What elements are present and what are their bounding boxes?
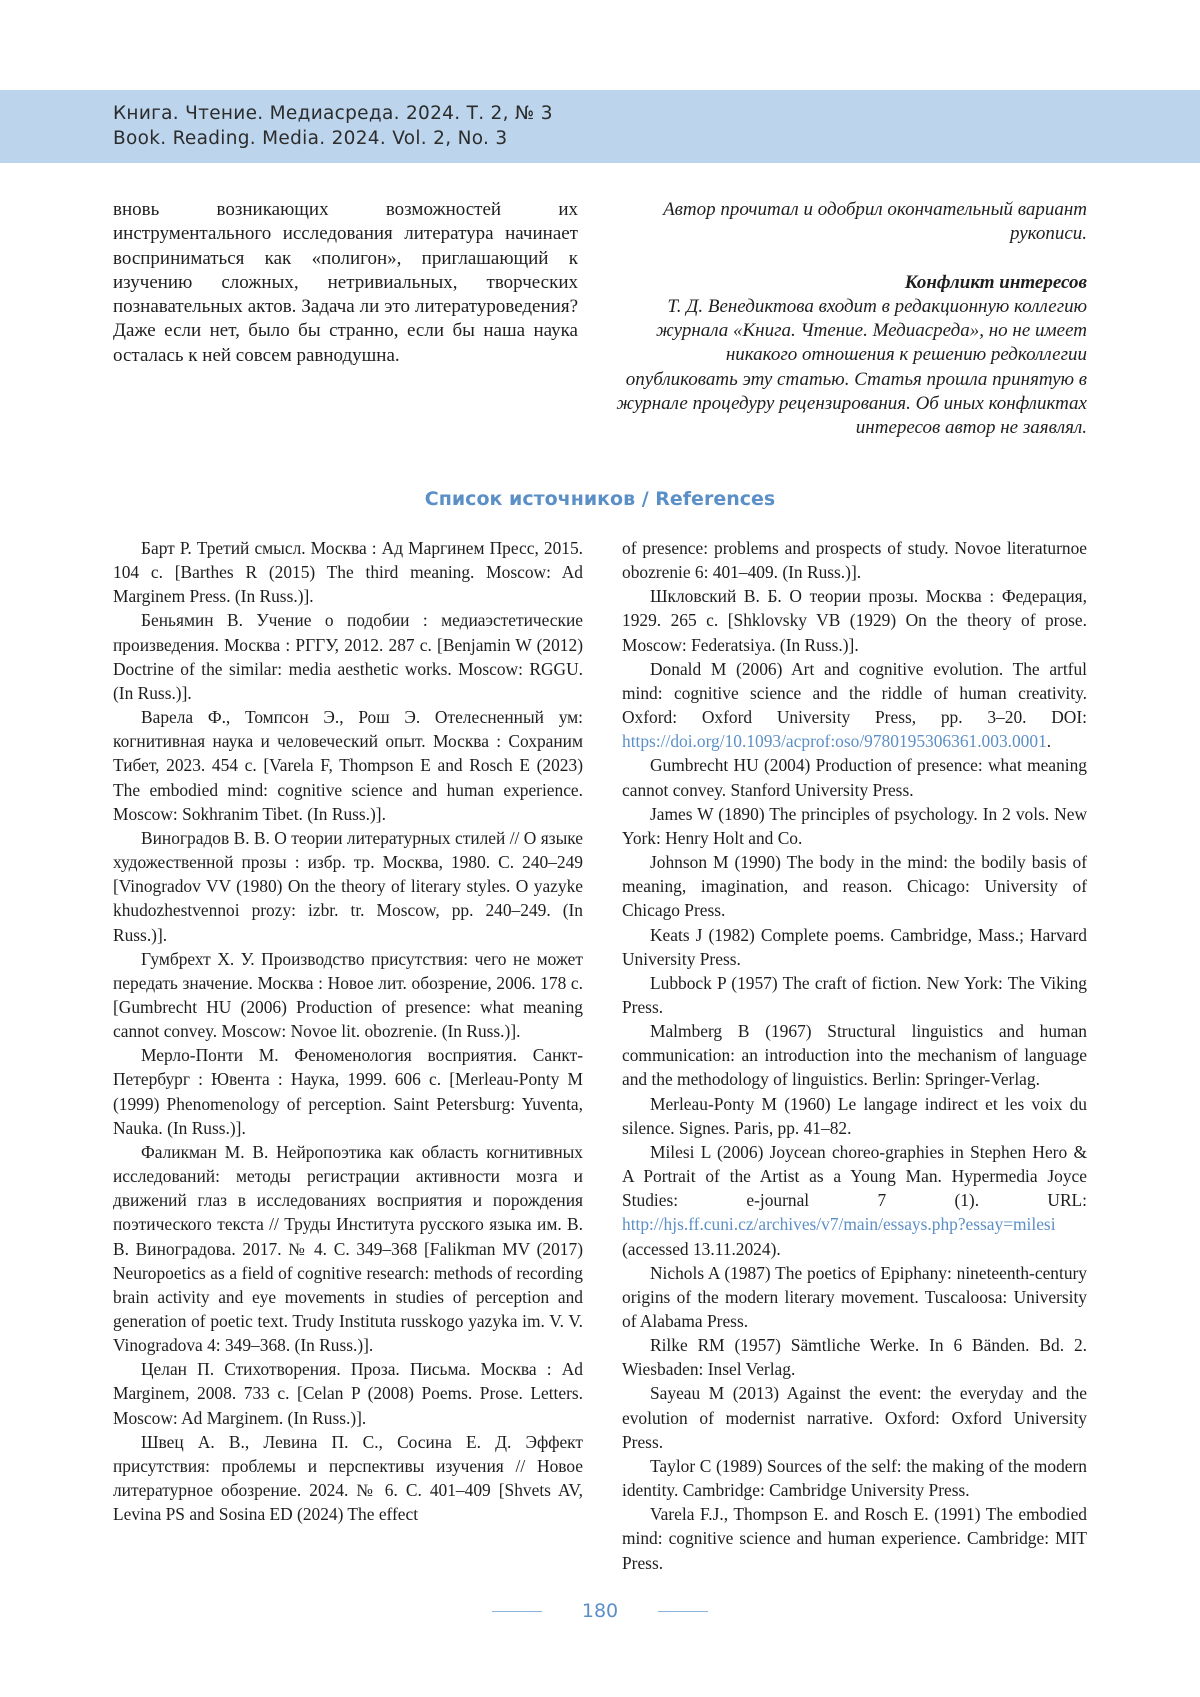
url-link[interactable]: http://hjs.ff.cuni.cz/archives/v7/main/essays.php?essay=milesi [622,1214,1056,1235]
reference-item: Nichols A (1987) The poetics of Epiphany: nineteenth-century origins of the modern literary movement. Tuscaloosa: University of Alabama Press. [622,1262,1087,1331]
page-number: 180 [581,1600,619,1622]
reference-item: Барт Р. Третий смысл. Москва : Ад Маргинем Пресс, 2015. 104 с. [Barthes R (2015) The third meaning. Moscow: Ad Marginem Press. (In Russ.)]. [113,538,583,607]
reference-item: Беньямин В. Учение о подобии : медиаэстетические произведения. Москва : РГГУ, 2012. 287 с. [Benjamin W (2012) Doctrine of the similar: media aesthetic works. Moscow: RGGU. (In Russ.)]. [113,610,583,703]
reference-item-donald [622,657,1087,754]
reference-text-end: . [1046,731,1052,752]
footer-rule-right [658,1611,708,1612]
reference-item: James W (1890) The principles of psychology. In 2 vols. New York: Henry Holt and Co. [622,803,1087,848]
reference-item: Мерло-Понти М. Феноменология восприятия. Санкт-Петербург : Ювента : Наука, 1999. 606 с. [Merleau-Ponty M (1999) Phenomenology of perception. Saint Petersburg: Yuventa, Nauka. (In Russ.)]. [113,1045,583,1138]
references-list-right [622,536,1087,1575]
reference-item: Lubbock P (1957) The craft of fiction. New York: The Viking Press. [622,972,1087,1017]
author-note [612,198,1087,441]
conflict-of-interest-text: Т. Д. Венедиктова входит в редакционную коллегию журнала «Книга. Чтение. Медиасреда», но не имеет никакого отношения к решению редколлегии опубликовать эту статью. Статья прошла принятую в журнале процедуру рецензирования. Об иных конфликтах интересов автор не заявлял. [616,295,1087,439]
reference-text: Donald M (2006) Art and cognitive evolution. The artful mind: cognitive science and the riddle of human creativity. Oxford: Oxford University Press, pp. 3–20. DOI: [622,658,1087,728]
reference-item: Целан П. Стихотворения. Проза. Письма. Москва : Ad Marginem, 2008. 733 с. [Celan P (2008) Poems. Prose. Letters. Moscow: Ad Marginem. (In Russ.)]. [113,1359,583,1428]
conflict-of-interest-title: Конфликт интересов [904,271,1087,293]
reference-item: Taylor C (1989) Sources of the self: the making of the modern identity. Cambridge: Cambridge University Press. [622,1455,1087,1501]
reference-item: Malmberg B (1967) Structural linguistics and human communication: an introduction into the mechanism of language and the methodology of linguistics. Berlin: Springer-Verlag. [622,1021,1087,1090]
journal-header-band [0,90,1200,163]
reference-text-end: (accessed 13.11.2024). [622,1238,781,1259]
reference-item: Шкловский В. Б. О теории прозы. Москва : Федерация, 1929. 265 с. [Shklovsky VB (1929) On the theory of prose. Moscow: Federatsiya. (In Russ.)]. [622,586,1087,655]
reference-item: Varela F.J., Thompson E. and Rosch E. (1991) The embodied mind: cognitive science and human experience. Cambridge: MIT Press. [622,1504,1087,1573]
reference-text: Milesi L (2006) Joycean choreo-graphies in Stephen Hero & A Portrait of the Artist as a Young Man. Hypermedia Joyce Studies: e-journal 7 (1). URL: [622,1141,1087,1211]
journal-title-ru: Книга. Чтение. Медиасреда. 2024. Т. 2, № 3 [113,103,553,124]
reference-item: Sayeau M (2013) Against the event: the everyday and the evolution of modernist narrative. Oxford: Oxford University Press. [622,1383,1087,1452]
reference-item: Швец А. В., Левина П. С., Сосина Е. Д. Эффект присутствия: проблемы и перспективы изучения // Новое литературное обозрение. 2024. № 6. С. 401–409 [Shvets AV, Levina PS and Sosina ED (2024) The effect [113,1431,583,1525]
doi-link[interactable]: https://doi.org/10.1093/acprof:oso/9780195306361.003.0001 [622,731,1047,752]
reference-item: Merleau-Ponty M (1960) Le langage indirect et les voix du silence. Signes. Paris, pp. 41–82. [622,1093,1087,1138]
reference-continuation: of presence: problems and prospects of study. Novoe literaturnoe obozrenie 6: 401–409. (In Russ.)]. [622,538,1087,583]
reference-item: Варела Ф., Томпсон Э., Рош Э. Отелесненный ум: когнитивная наука и человеческий опыт. Москва : Сохраним Тибет, 2023. 454 с. [Varela F, Thompson E and Rosch E (2023) The embodied mind: cognitive science and human experience. Moscow: Sokhranim Tibet. (In Russ.)]. [113,707,583,824]
reference-item: Виноградов В. В. О теории литературных стилей // О языке художественной прозы : избр. тр. Москва, 1980. С. 240–249 [Vinogradov VV (1980) On the theory of literary styles. O yazyke khudozhestvennoi prozy: izbr. tr. Moscow, pp. 240–249. (In Russ.)]. [113,827,583,945]
author-approval-note: Автор прочитал и одобрил окончательный вариант рукописи. [663,199,1087,245]
reference-item: Гумбрехт Х. У. Производство присутствия: чего не может передать значение. Москва : Новое лит. обозрение, 2006. 178 с. [Gumbrecht HU (2006) Production of presence: what meaning cannot convey. Moscow: Novoe lit. obozrenie. (In Russ.)]. [113,948,583,1042]
reference-item: Фаликман М. В. Нейропоэтика как область когнитивных исследований: методы регистрации активности мозга и движений глаз в исследованиях восприятия и порождения поэтического текста // Труды Института русского языка им. В. В. Виноградова. 2017. № 4. С. 349–368 [Falikman MV (2017) Neuropoetics as a field of cognitive research: methods of recording brain activity and eye movements in studies of perception and generation of poetic text. Trudy Instituta russkogo yazyka im. V. V. Vinogradova 4: 349–368. (In Russ.)]. [113,1141,583,1356]
references-list-left [113,536,583,1526]
reference-item: Rilke RM (1957) Sämtliche Werke. In 6 Bänden. Bd. 2. Wiesbaden: Insel Verlag. [622,1335,1087,1380]
reference-item: Gumbrecht HU (2004) Production of presence: what meaning cannot convey. Stanford University Press. [622,755,1087,800]
reference-item: Johnson M (1990) The body in the mind: the bodily basis of meaning, imagination, and reason. Chicago: University of Chicago Press. [622,852,1087,921]
reference-item: Keats J (1982) Complete poems. Cambridge, Mass.; Harvard University Press. [622,924,1087,969]
journal-title-en: Book. Reading. Media. 2024. Vol. 2, No. 3 [113,128,508,149]
reference-item-milesi [622,1140,1087,1261]
body-text-paragraph: вновь возникающих возможностей их инструментального исследования литература начинает восприниматься как «полигон», приглашающий к изучению сложных, нетривиальных, творческих познавательных актов. Задача ли это литературоведения? Даже если нет, было бы странно, если бы наша наука осталась к ней совсем равнодушна. [113,199,578,366]
references-heading: Список источников / References [424,488,776,510]
